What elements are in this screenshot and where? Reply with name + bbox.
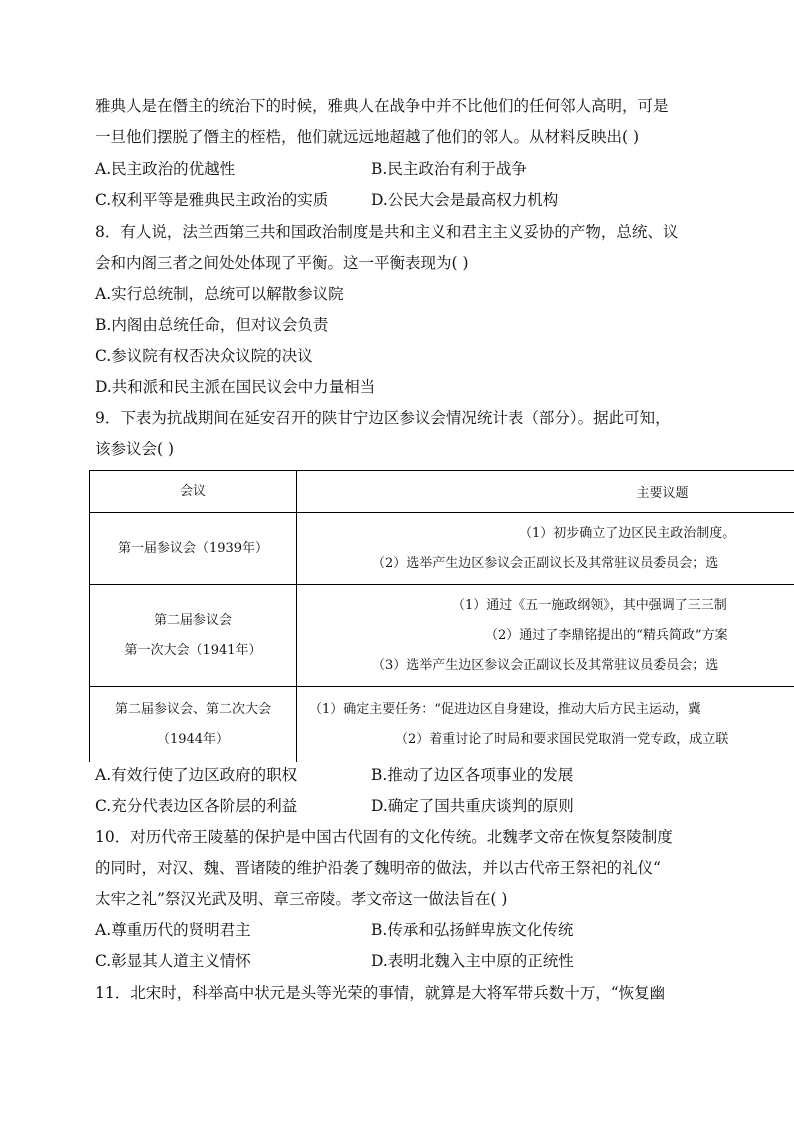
q7-option-c: C.权利平等是雅典民主政治的实质 [95, 191, 329, 209]
table-row-1-name: 第一届参议会（1939年） [90, 513, 297, 585]
q9-stem-line-1: 9．下表为抗战期间在延安召开的陕甘宁边区参议会情况统计表（部分）。据此可知， [95, 409, 671, 427]
table-header-topics-text: 主要议题 [636, 486, 689, 501]
table-row-2-name-line-2: 第一次大会（1941年） [124, 642, 262, 658]
q9-option-a: A.有效行使了边区政府的职权 [95, 766, 298, 784]
q10-option-b: B.传承和弘扬鲜卑族文化传统 [371, 921, 574, 939]
table-row-1-topics [297, 513, 794, 585]
table-row-1-topic-1: （1）初步确立了边区民主政治制度。 [519, 525, 736, 541]
q10-option-c: C.彰显其人道主义情怀 [95, 952, 251, 970]
q9-stem-line-2: 该参议会( ) [95, 440, 175, 458]
table-row [90, 513, 794, 585]
q8-stem-line-2: 会和内阁三者之间处处体现了平衡。这一平衡表现为( ) [95, 254, 469, 272]
table-row-3-topic-2: （2）着重讨论了时局和要求国民党取消一党专政，成立联 [395, 731, 729, 747]
q8-option-c: C.参议院有权否决众议院的决议 [95, 347, 313, 365]
q8-option-a: A.实行总统制，总统可以解散参议院 [95, 285, 344, 303]
q8-stem-line-1: 8．有人说，法兰西第三共和国政治制度是共和主义和君主主义妥协的产物，总统、议 [95, 223, 679, 241]
q9-table [89, 470, 794, 762]
q11-stem-line-1: 11．北宋时，科举高中状元是头等光荣的事情，就算是大将军带兵数十万，“恢复幽 [95, 984, 666, 1002]
table-row-3-topics [297, 687, 794, 763]
q9-option-b: B.推动了边区各项事业的发展 [371, 766, 574, 784]
q9-option-c: C.充分代表边区各阶层的利益 [95, 797, 298, 815]
table-row-3-topic-1: （1）确定主要任务：“促进边区自身建设，推动大后方民主运动，冀 [309, 701, 701, 717]
q10-option-d: D.表明北魏入主中原的正统性 [371, 952, 574, 970]
q7-option-a: A.民主政治的优越性 [95, 160, 236, 178]
table-row-2-topic-2: （2）通过了李鼎铭提出的“精兵简政”方案 [485, 627, 728, 643]
table-row-3-name [90, 687, 297, 763]
table-header-row [90, 471, 794, 513]
q10-stem-line-3: 太牢之礼”祭汉光武及明、章三帝陵。孝文帝这一做法旨在( ) [95, 890, 508, 908]
q8-option-b: B.内阁由总统任命，但对议会负责 [95, 316, 329, 334]
table-row [90, 687, 794, 763]
q10-stem-line-1: 10．对历代帝王陵墓的保护是中国古代固有的文化传统。北魏孝文帝在恢复祭陵制度 [95, 828, 673, 846]
table-row [90, 585, 794, 687]
q7-stem-line-2: 一旦他们摆脱了僭主的桎梏，他们就远远地超越了他们的邻人。从材料反映出( ) [95, 128, 640, 146]
table-row-2-name [90, 585, 297, 687]
table-row-2-topic-3: （3）选举产生边区参议会正副议长及其常驻议员委员会；选 [372, 657, 719, 673]
q10-stem-line-2: 的同时，对汉、魏、晋诸陵的维护沿袭了魏明帝的做法，并以古代帝王祭祀的礼仪“ [95, 859, 661, 877]
table-header-meeting: 会议 [90, 471, 297, 513]
table-row-2-topics [297, 585, 794, 687]
table-row-1-topic-2: （2）选举产生边区参议会正副议长及其常驻议员委员会；选 [372, 555, 719, 571]
table-header-topics [297, 471, 794, 513]
q8-option-d: D.共和派和民主派在国民议会中力量相当 [95, 378, 376, 396]
q10-option-a: A.尊重历代的贤明君主 [95, 921, 251, 939]
q7-stem-line-1: 雅典人是在僭主的统治下的时候，雅典人在战争中并不比他们的任何邻人高明，可是 [95, 97, 669, 115]
table-row-2-name-line-1: 第二届参议会 [153, 612, 232, 628]
table-row-3-name-line-1: 第二届参议会、第二次大会 [114, 701, 271, 717]
q7-option-d: D.公民大会是最高权力机构 [371, 191, 559, 209]
table-row-2-topic-1: （1）通过《五一施政纲领》，其中强调了三三制 [452, 597, 727, 613]
q9-option-d: D.确定了国共重庆谈判的原则 [371, 797, 574, 815]
table-row-3-name-line-2: （1944年） [156, 731, 230, 747]
q7-option-b: B.民主政治有利于战争 [371, 160, 527, 178]
